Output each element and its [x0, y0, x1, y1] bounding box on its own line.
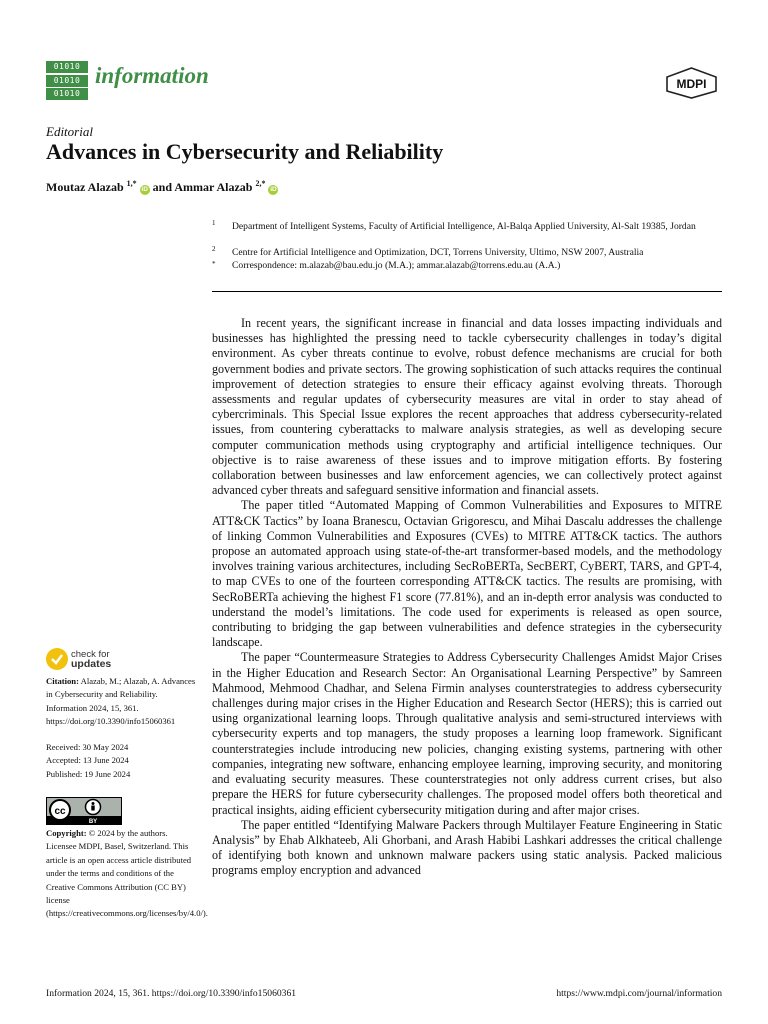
logo-row: 01010: [46, 88, 88, 100]
copyright-block: [46, 827, 208, 921]
copyright-text: © 2024 by the authors. Licensee MDPI, Basel, Switzerland. This article is an open access article distributed under the terms and conditions of the Creative Commons Attribution (CC BY) license (https://creativecommons.org/licenses/by/4.0/).: [46, 828, 208, 919]
svg-text:cc: cc: [54, 806, 66, 817]
body-paragraph: In recent years, the significant increase in financial and data losses impacting individuals and businesses has highlighted the pressing need to tackle cybersecurity challenges in today’s digital environment. As cyber threats continue to evolve, robust defence mechanisms are crucial for both government bodies and private sectors. The growing sophistication of such attacks requires the continual improvement of detection strategies to ensure their efficacy against evolving threats. Thorough assessments and regular updates of cybersecurity measures are vital in order to stay ahead of cybercriminals. This Special Issue explores the recent approaches that address cybersecurity-related issues, from countering cyberattacks to malware analysis strategies, as well as developing secure computer communication methods using cryptography and artificial intelligence techniques. Our objective is to raise awareness of these issues and to improve mitigation efforts. By fostering collaboration between businesses and law enforcement agencies, we can collectively protect against advanced cyber threats and safeguard sensitive information and financial assets.: [212, 316, 722, 498]
body-paragraph: The paper entitled “Identifying Malware Packers through Multilayer Feature Engineering in Static Analysis” by Ehab Alkhateeb, Ali Ghorbani, and Arash Habibi Lashkari addresses the critical challenge of identifying both known and unknown malware packers using static analysis. Packed malicious programs employ encryption and advanced: [212, 817, 722, 878]
footer-journal-link[interactable]: https://www.mdpi.com/journal/information: [556, 988, 722, 999]
received-date: Received: 30 May 2024: [46, 742, 129, 752]
dates-block: [46, 741, 198, 781]
article-title: Advances in Cybersecurity and Reliability: [46, 139, 444, 164]
accepted-date: Accepted: 13 June 2024: [46, 755, 129, 766]
footer-citation: Information 2024, 15, 361. https://doi.org/10.3390/info15060361: [46, 988, 297, 999]
affiliation-text: Department of Intelligent Systems, Faculty of Artificial Intelligence, Al-Balqa Applied University, Al-Salt 19385, Jordan: [232, 221, 696, 232]
divider: [212, 291, 722, 292]
author-name[interactable]: Ammar Alazab: [174, 180, 253, 194]
author-name[interactable]: Moutaz Alazab: [46, 180, 124, 194]
journal-logo: [46, 61, 88, 100]
copyright-label: Copyright:: [46, 828, 87, 838]
orcid-icon[interactable]: iD: [270, 186, 277, 193]
published-date: Published: 19 June 2024: [46, 768, 131, 779]
logo-row: 01010: [46, 61, 88, 73]
body-paragraph: The paper “Countermeasure Strategies to Address Cybersecurity Challenges Amidst Major Crises in the Higher Education and Research Sector: An Organisational Learning Perspective” by Samreen Mahmood, Mehmood Chadhar, and Selena Firmin analyses counterstrategies to address cybersecurity challenges during major crises in the Higher Education and Research Sector (HERS); this is carried out using organizational learning loops. Through qualitative analysis and semi-structured interviews with cybersecurity experts and top managers, the study proposes a learning loop framework. Significant counterstrategies include introducing new policies, changing existing systems, partnering with other companies, integrating new software, enhancing employee learning, improving security, and monitoring and evaluating security measures. These counterstrategies not only address current crises, but also prepare the HERS for future cybersecurity challenges. The proposed model offers both theoretical and practical insights, aiding efficient cybersecurity mitigation during and after major crises.: [212, 650, 722, 817]
citation-label: Citation:: [46, 676, 79, 686]
affiliation-text: Centre for Artificial Intelligence and Optimization, DCT, Torrens University, Ultimo, NSW 2007, Australia: [232, 247, 644, 258]
journal-name: information: [95, 63, 209, 88]
author-joiner: and: [152, 180, 173, 194]
correspondence-text: Correspondence: m.alazab@bau.edu.jo (M.A.); ammar.alazab@torrens.edu.au (A.A.): [232, 260, 561, 271]
check-updates-icon: [46, 648, 68, 670]
affiliation-number: *: [212, 260, 216, 268]
article-type: Editorial: [46, 124, 93, 139]
author-superscript: 2,*: [255, 179, 266, 188]
mdpi-logo: [665, 67, 718, 99]
citation-block: [46, 675, 198, 729]
check-updates-label-top: check for: [71, 649, 110, 660]
cc-by-license-icon[interactable]: [46, 797, 122, 825]
orcid-icon[interactable]: iD: [141, 186, 148, 193]
logo-row: 01010: [46, 75, 88, 87]
author-superscript: 1,*: [126, 179, 137, 188]
affiliation-number: 2: [212, 245, 216, 253]
author-list: [46, 179, 278, 195]
article-body: [212, 316, 722, 879]
check-for-updates-button[interactable]: [46, 648, 136, 672]
publisher-name: MDPI: [676, 77, 707, 91]
body-paragraph: The paper titled “Automated Mapping of Common Vulnerabilities and Exposures to MITRE ATT&CK Tactics” by Ioana Branescu, Octavian Grigorescu, and Mihai Dascalu addresses the challenge of linking Common Vulnerabilities and Exposures (CVEs) to MITRE ATT&CK tactics. The authors propose an automated approach using state-of-the-art transformer-based models, and the methodology involves training various architectures, including SecRoBERTa, SecBERT, CyBERT, TARS, and GPT-4, to map CVEs to one of the fourteen corresponding ATT&CK tactics. The results are promising, with SecRoBERTa achieving the highest F1 score (77.81%), and an in-depth error analysis was conducted to understand the model’s limitations. The code used for experiments is released as open source, contributing to bridging the gap between vulnerabilities and defence strategies in the cybersecurity landscape.: [212, 498, 722, 650]
check-updates-label-bottom: updates: [71, 658, 112, 670]
citation-text: Alazab, M.; Alazab, A. Advances in Cybersecurity and Reliability. Information 2024, 15, 361. https://doi.org/10.3390/info15060361: [46, 676, 196, 727]
cc-label: BY: [88, 819, 98, 824]
affiliation-number: 1: [212, 219, 216, 227]
